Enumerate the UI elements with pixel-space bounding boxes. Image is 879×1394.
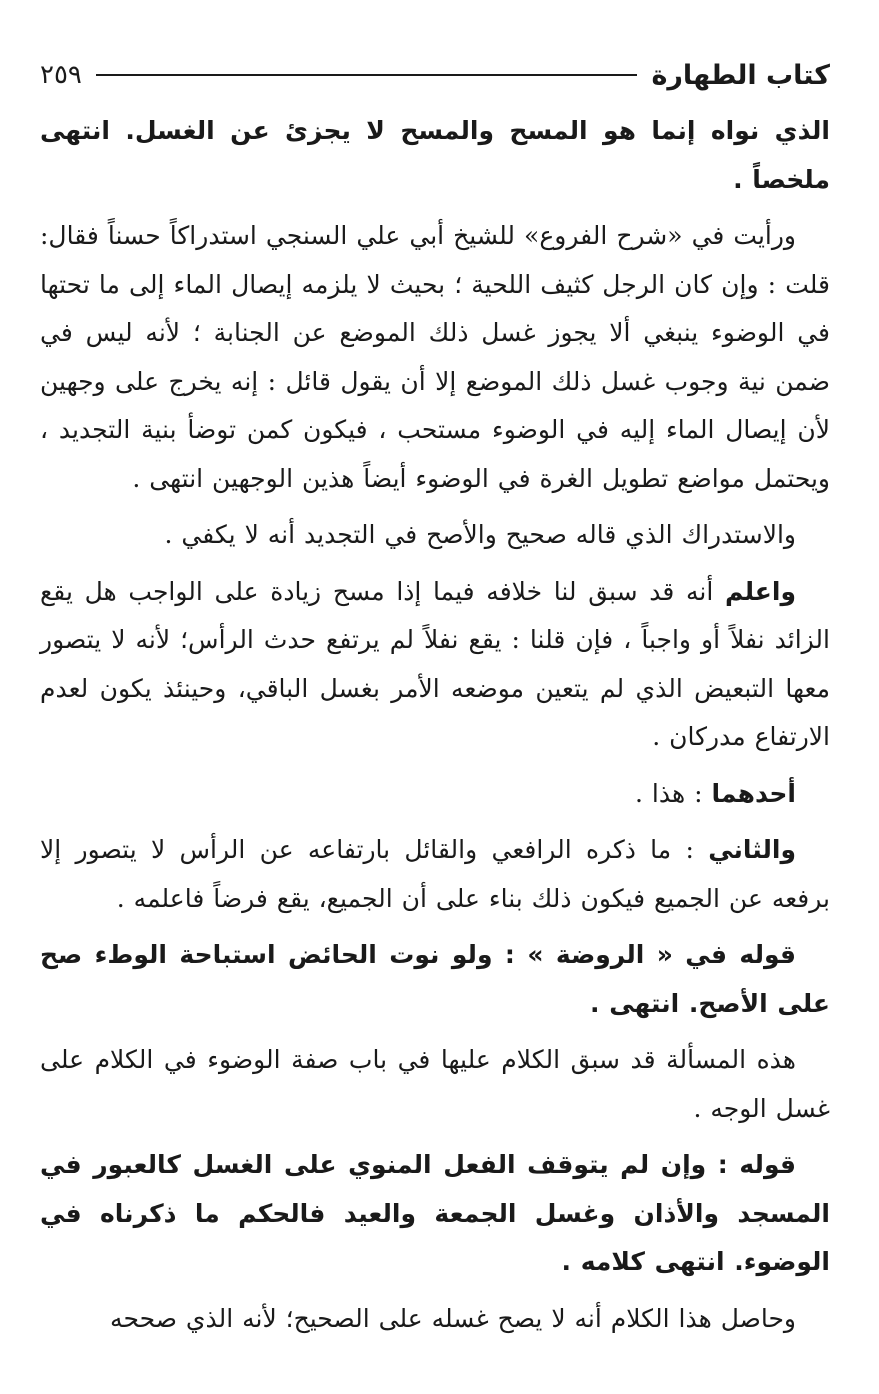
paragraph-5-text: : هذا . (635, 778, 712, 808)
paragraph-5 (40, 770, 830, 819)
paragraph-10: وحاصل هذا الكلام أنه لا يصح غسله على الصحيح؛ لأنه الذي صححه (110, 1303, 796, 1333)
paragraph-8: هذه المسألة قد سبق الكلام عليها في باب صفة الوضوء في الكلام على غسل الوجه . (40, 1045, 830, 1123)
paragraph-2: ورأيت في «شرح الفروع» للشيخ أبي علي السنجي استدراكاً حسناً فقال: قلت : وإن كان الرجل كثيف اللحية ؛ بحيث لا يلزمه إيصال الماء إلى ما تحتها في الوضوء ينبغي ألا يجوز غسل ذلك الموضع عن الجنابة ؛ لأنه ليس في ضمن نية وجوب غسل ذلك الموضع إلا أن يقول قائل : إنه يخرج على وجهين لأن إيصال الماء إليه في الوضوء مستحب ، فيكون كمن توضأ بنية التجديد ، ويحتمل مواضع تطويل الغرة في الوضوء أيضاً هذين الوجهين انتهى . (40, 221, 830, 493)
paragraph-7: قوله في « الروضة » : ولو نوت الحائض استباحة الوطء صح على الأصح. انتهى . (40, 940, 830, 1018)
header-rule (96, 74, 638, 76)
paragraph-6-lead: والثاني (708, 835, 796, 864)
paragraph-3: والاستدراك الذي قاله صحيح والأصح في التجديد أنه لا يكفي . (164, 520, 796, 549)
page-number: ٢٥٩ (40, 60, 82, 90)
paragraph-4 (40, 568, 830, 762)
paragraph-9: قوله : وإن لم يتوقف الفعل المنوي على الغسل كالعبور في المسجد والأذان وغسل الجمعة والعيد فالحكم ما ذكرناه في الوضوء. انتهى كلامه . (40, 1150, 830, 1276)
paragraph-6-text: : ما ذكره الرافعي والقائل بارتفاعه عن الرأس لا يتصور إلا برفعه عن الجميع فيكون ذلك بناء على أن الجميع، يقع فرضاً فاعلمه . (40, 835, 830, 913)
book-title: كتاب الطهارة (651, 59, 830, 91)
paragraph-1: الذي نواه إنما هو المسح والمسح لا يجزئ عن الغسل. انتهى ملخصاً . (40, 116, 830, 194)
running-header (40, 55, 830, 95)
paragraph-5-lead: أحدهما (711, 778, 796, 808)
document-page (40, 55, 830, 1351)
paragraph-4-lead: واعلم (725, 576, 796, 606)
paragraph-4-text: أنه قد سبق لنا خلافه فيما إذا مسح زيادة على الواجب هل يقع الزائد نفلاً أو واجباً ، فإن قلنا : يقع نفلاً لم يرتفع حدث الرأس؛ لأنه لا يتصور معها التبعيض الذي لم يتعين موضعه الأمر بغسل الباقي، وحينئذ يكون لعدم الارتفاع مدركان . (40, 576, 830, 751)
paragraph-6 (40, 826, 830, 923)
